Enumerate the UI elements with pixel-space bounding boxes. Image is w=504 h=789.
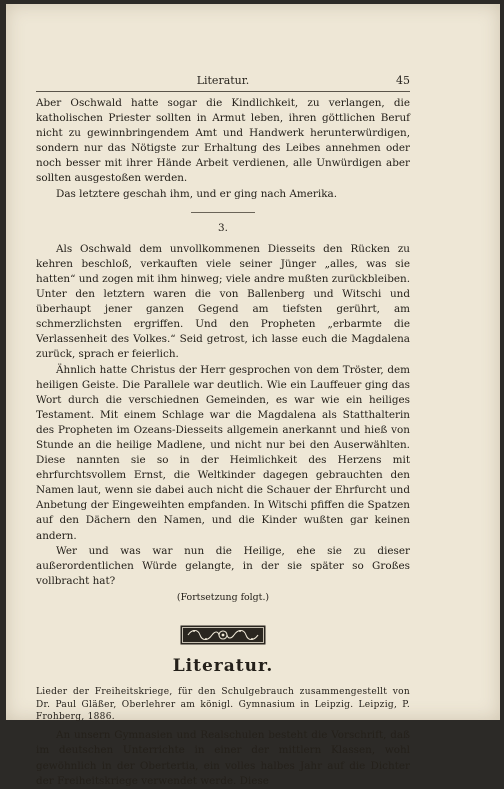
continuation-note: (Fortsetzung folgt.) — [176, 591, 270, 603]
page-header — [36, 74, 410, 90]
header-rule — [36, 91, 410, 92]
section-heading-literature: Literatur. — [172, 656, 274, 676]
paragraph: Das letztere geschah ihm, und er ging nach Amerika. — [56, 187, 338, 200]
paragraph: Aber Oschwald hatte sogar die Kindlichkeit, zu verlangen, die katholischen Priester sollten in Armut leben, ihren göttlichen Beruf nicht zu gewinnbringendem Amt und Handwerk herunterwürdigen, sondern nur das Nötigste zur Erhaltung des Leibes annehmen oder noch besser mit ihrer Hände Arbeit verdienen, alle Unwürdigen aber sollten ausgestoßen werden. — [36, 97, 410, 185]
body-text — [36, 96, 410, 789]
section-number: 3. — [218, 221, 228, 234]
floral-vignette-icon — [180, 625, 266, 645]
paragraph: Wer und was war nun die Heilige, ehe sie zu dieser außerordentlichen Würde gelangte, in der sie später so Großes vollbracht hat? — [36, 544, 410, 587]
paragraph: Ähnlich hatte Christus der Herr gesprochen von dem Tröster, dem heiligen Geiste. Die Parallele war deutlich. Wie ein Lauffeuer ging das Wort durch die verschiednen Gemeinden, es war wie ein heiliges Testament. Mit einem Schlage war die Magdalena als Statthalterin des Propheten im Ozeans-Diesseits allgemein anerkannt und hieß von Stunde an die heilige Madlene, und nicht nur bei den Auserwählten. Diese nannten sie so in der Heimlichkeit des Herzens mit ehrfurchtsvollem Ernst, die Weltkinder dagegen gebrauchten den Namen laut, wenn sie dabei auch nicht die Schauer der Ehrfurcht und Anbetung der Eingeweihten empfanden. In Witschi pfiffen die Spatzen auf den Dächern den Namen, und die Kinder wußten gar keinen andern. — [36, 363, 410, 542]
running-title: Literatur. — [196, 74, 250, 87]
bibliography-entry: Lieder der Freiheitskriege, für den Schulgebrauch zusammengestellt von Dr. Paul Gläßer, Oberlehrer am königl. Gymnasium in Leipzig. Leipzig, P. Frohberg, 1886. — [36, 687, 410, 722]
section-separator — [191, 212, 255, 213]
review-paragraph: An unsern Gymnasien und Realschulen besteht die Vorschrift, daß im deutschen Unterrichte in einer der mittlern Klassen, wohl gewöhnlich in der Obertertia, ein volles halbes Jahr auf die Dichter der Freiheitskriege verwendet werde. Diese — [36, 729, 410, 787]
paragraph: Als Oschwald dem unvollkommenen Diesseits den Rücken zu kehren beschloß, verkauften viele seiner Jünger „alles, was sie hatten“ und zogen mit ihm hinweg; viele andre mußten zurückbleiben. Unter den letztern waren die von Ballenberg und Witschi und überhaupt jener ganzen Gegend am tiefsten gerührt, am schmerzlichsten ergriffen. Und den Propheten „erbarmte die Verlassenheit des Volkes.“ Seid getrost, ich lasse euch die Magdalena zurück, sprach er feierlich. — [36, 242, 410, 361]
page-number: 45 — [396, 74, 410, 87]
book-page — [6, 4, 500, 787]
